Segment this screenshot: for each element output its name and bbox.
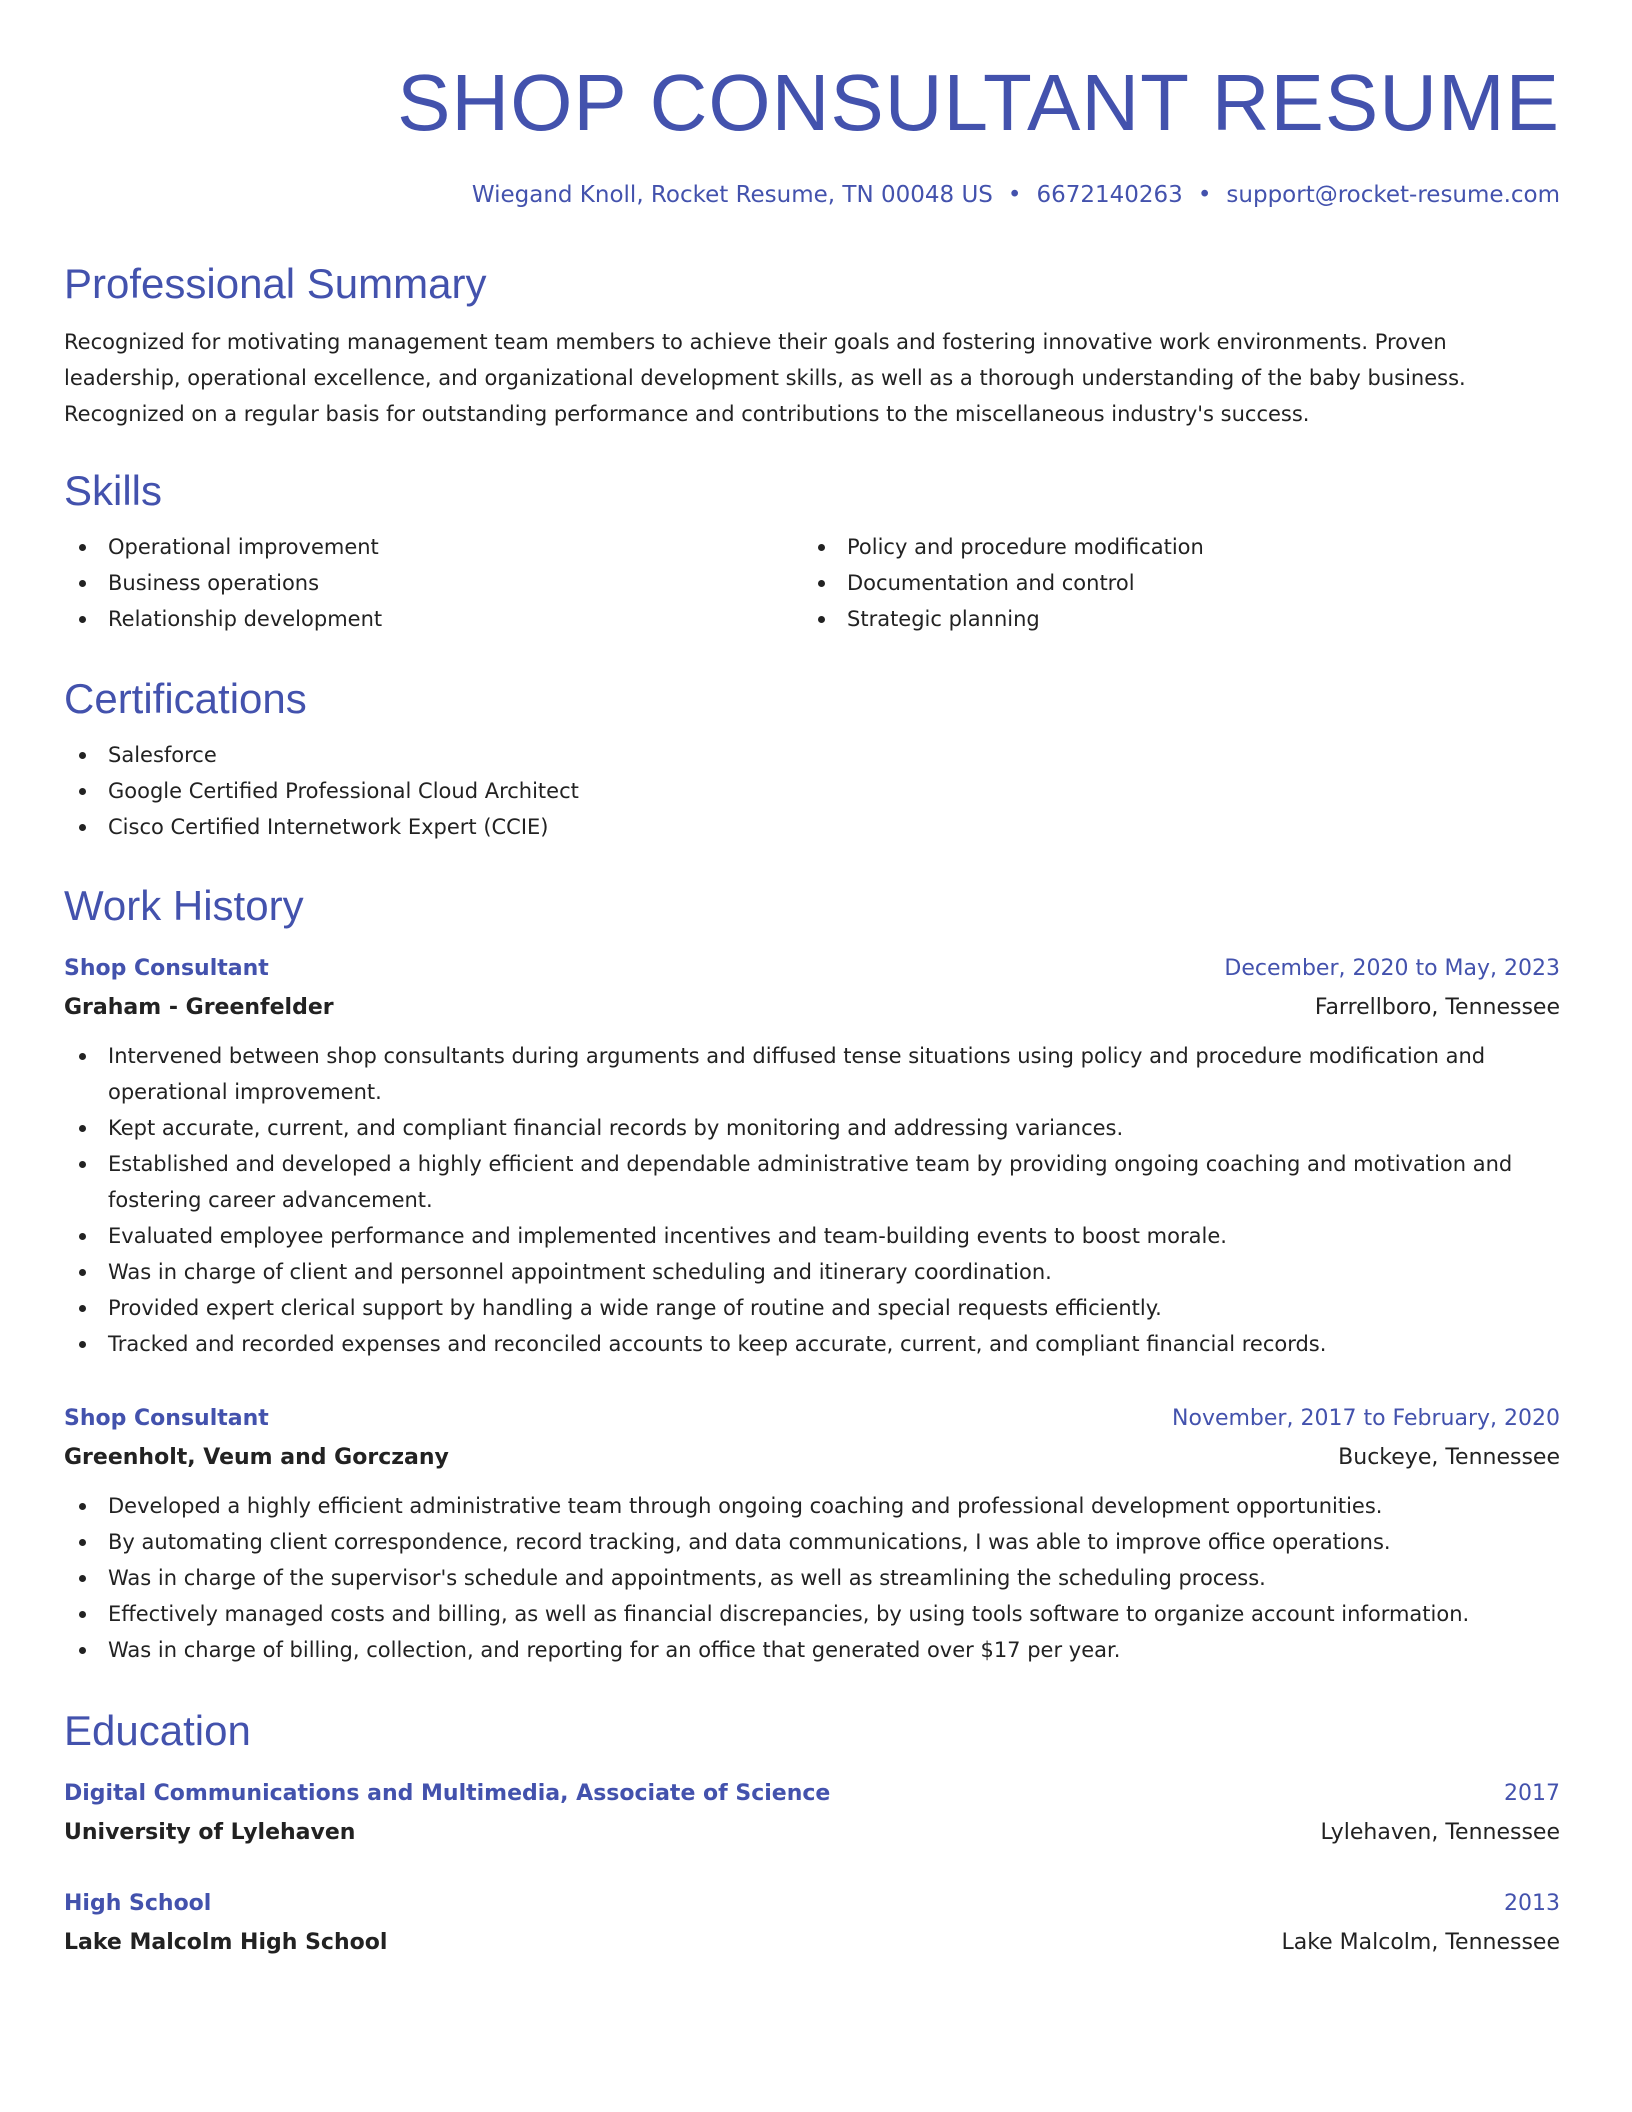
skills-section — [64, 465, 1560, 637]
job-entry — [64, 1400, 1560, 1668]
job-company-row — [64, 988, 1560, 1028]
job-location: Buckeye, Tennessee — [1338, 1445, 1560, 1470]
job-bullet: By automating client correspondence, record tracking, and data communications, I was able to improve office operations. — [64, 1524, 1560, 1560]
job-bullet: Effectively managed costs and billing, as well as financial discrepancies, by using tools software to organize account information. — [64, 1596, 1560, 1632]
education-location: Lake Malcolm, Tennessee — [1281, 1930, 1560, 1955]
job-dates: December, 2020 to May, 2023 — [1224, 956, 1560, 981]
skill-item: Business operations — [64, 565, 803, 601]
skills-grid — [64, 529, 1560, 637]
job-bullets — [64, 1488, 1560, 1668]
job-bullet: Was in charge of client and personnel appointment scheduling and itinerary coordination. — [64, 1254, 1560, 1290]
education-degree: High School — [64, 1891, 212, 1916]
certifications-list — [64, 737, 1560, 845]
job-company: Greenholt, Veum and Gorczany — [64, 1445, 449, 1470]
certification-item: Salesforce — [64, 737, 1560, 773]
job-bullet: Was in charge of billing, collection, and reporting for an office that generated over $17 per year. — [64, 1632, 1560, 1668]
job-role: Shop Consultant — [64, 956, 269, 981]
job-bullet: Established and developed a highly efficient and dependable administrative team by providing ongoing coaching and motivation and fostering career advancement. — [64, 1146, 1560, 1218]
skills-list-left — [64, 529, 803, 637]
job-bullet: Evaluated employee performance and implemented incentives and team-building events to boost morale. — [64, 1218, 1560, 1254]
job-role: Shop Consultant — [64, 1406, 269, 1431]
education-section — [64, 1705, 1560, 1955]
contact-line — [64, 179, 1560, 211]
summary-section — [64, 258, 1560, 432]
job-header-row — [64, 1400, 1560, 1438]
skill-item: Policy and procedure modification — [803, 529, 1542, 565]
education-heading: Education — [64, 1707, 251, 1754]
contact-email[interactable]: support@rocket-resume.com — [1226, 182, 1560, 208]
skills-heading: Skills — [64, 467, 163, 514]
contact-phone[interactable]: 6672140263 — [1036, 182, 1183, 208]
job-bullets — [64, 1038, 1560, 1362]
contact-address: Wiegand Knoll, Rocket Resume, TN 00048 US — [471, 182, 993, 208]
education-location: Lylehaven, Tennessee — [1320, 1820, 1560, 1845]
job-location: Farrellboro, Tennessee — [1314, 995, 1560, 1020]
education-school: Lake Malcolm High School — [64, 1930, 388, 1955]
job-entry — [64, 950, 1560, 1362]
education-year: 2013 — [1504, 1891, 1560, 1916]
job-bullet: Was in charge of the supervisor's schedule and appointments, as well as streamlining the scheduling process. — [64, 1560, 1560, 1596]
certification-item: Cisco Certified Internetwork Expert (CCIE) — [64, 809, 1560, 845]
skill-item: Documentation and control — [803, 565, 1542, 601]
summary-heading: Professional Summary — [64, 260, 487, 307]
job-company-row — [64, 1438, 1560, 1478]
resume-page — [64, 0, 1560, 1955]
job-bullet: Tracked and recorded expenses and reconciled accounts to keep accurate, current, and compliant financial records. — [64, 1326, 1560, 1362]
job-bullet: Developed a highly efficient administrative team through ongoing coaching and professional development opportunities. — [64, 1488, 1560, 1524]
certifications-section — [64, 673, 1560, 845]
contact-separator: • — [1197, 182, 1212, 208]
certification-item: Google Certified Professional Cloud Architect — [64, 773, 1560, 809]
education-entry — [64, 1885, 1560, 1963]
skill-item: Strategic planning — [803, 601, 1542, 637]
education-school-row — [64, 1923, 1560, 1963]
job-bullet: Provided expert clerical support by handling a wide range of routine and special requests efficiently. — [64, 1290, 1560, 1326]
contact-separator: • — [1007, 182, 1022, 208]
job-company: Graham - Greenfelder — [64, 995, 334, 1020]
resume-title: SHOP CONSULTANT RESUME — [397, 58, 1560, 147]
education-school: University of Lylehaven — [64, 1820, 356, 1845]
work-history-heading: Work History — [64, 882, 304, 929]
work-history-section — [64, 880, 1560, 1662]
education-header-row — [64, 1775, 1560, 1813]
job-bullet: Intervened between shop consultants during arguments and diffused tense situations using policy and procedure modification and operational improvement. — [64, 1038, 1560, 1110]
skill-item: Operational improvement — [64, 529, 803, 565]
certifications-heading: Certifications — [64, 675, 307, 722]
education-year: 2017 — [1504, 1781, 1560, 1806]
summary-text: Recognized for motivating management team members to achieve their goals and fostering innovative work environments. Proven leadership, operational excellence, and organizational development skills, as well as a thorough understanding of the baby business. Recognized on a regular basis for outstanding performance and contributions to the miscellaneous industry's success. — [64, 330, 1466, 426]
job-dates: November, 2017 to February, 2020 — [1172, 1406, 1560, 1431]
job-bullet: Kept accurate, current, and compliant financial records by monitoring and addressing variances. — [64, 1110, 1560, 1146]
education-school-row — [64, 1813, 1560, 1853]
skills-list-right — [803, 529, 1542, 637]
education-header-row — [64, 1885, 1560, 1923]
job-header-row — [64, 950, 1560, 988]
education-entry — [64, 1775, 1560, 1853]
education-degree: Digital Communications and Multimedia, Associate of Science — [64, 1781, 831, 1806]
skill-item: Relationship development — [64, 601, 803, 637]
